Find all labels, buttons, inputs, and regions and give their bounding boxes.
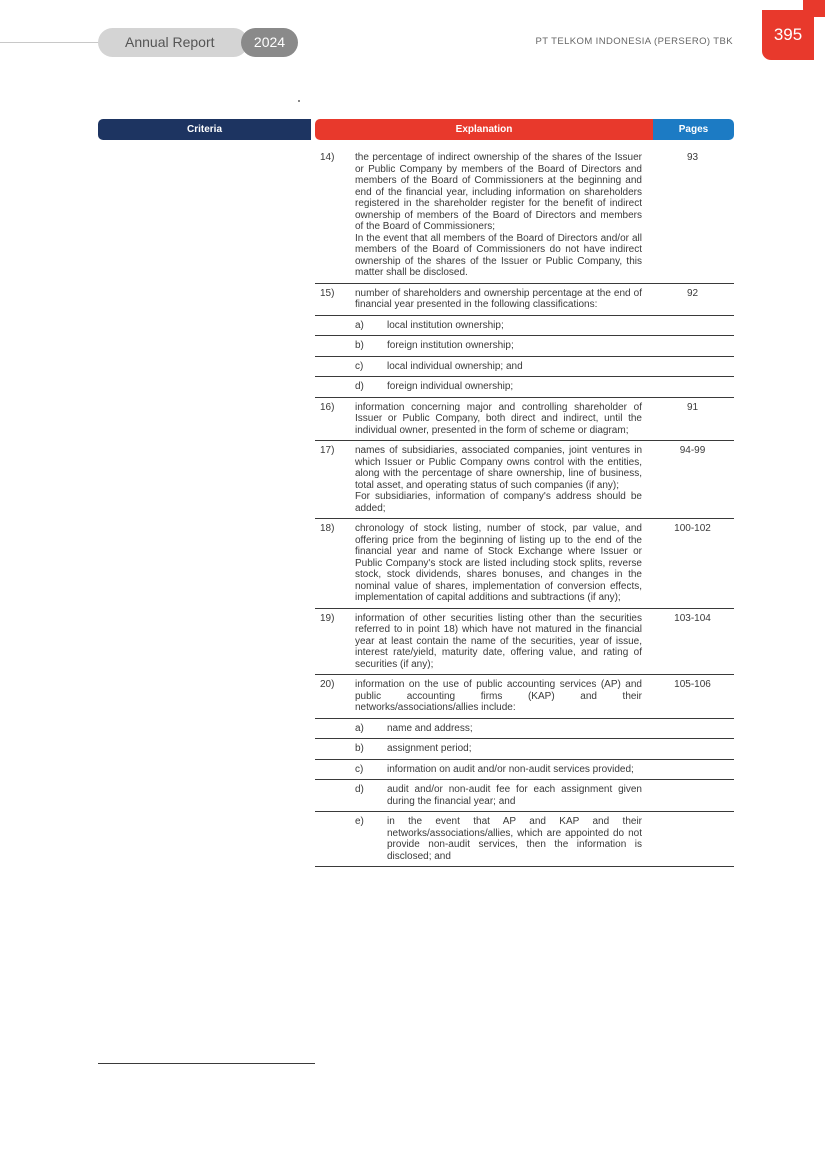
page-ref: 93 xyxy=(686,152,699,163)
item-number: 14) xyxy=(320,152,335,163)
sub-item-letter: e) xyxy=(355,816,364,827)
page-ref: 103-104 xyxy=(674,612,711,624)
sub-item-letter: a) xyxy=(355,722,364,734)
item-text: information on audit and/or non-audit services provided; xyxy=(387,763,634,775)
item-text: number of shareholders and ownership percentage at the end of financial year presented in the following classifications: xyxy=(355,287,642,310)
table-row xyxy=(315,357,734,378)
table-row xyxy=(315,316,734,337)
item-text: foreign institution ownership; xyxy=(387,340,514,351)
item-number: 19) xyxy=(320,612,335,624)
item-text: name and address; xyxy=(387,722,473,734)
item-text: assignment period; xyxy=(387,743,472,754)
item-text: in the event that AP and KAP and their networks/associations/allies, which are appointed do not provide non-audit services, then the information is disclosed; and xyxy=(387,816,642,862)
table-row xyxy=(315,780,734,812)
page-ref: 105-106 xyxy=(674,679,711,690)
sub-item-letter: b) xyxy=(355,340,364,351)
item-number: 17) xyxy=(320,445,335,456)
item-text-continued: For subsidiaries, information of company's address should be added; xyxy=(355,491,642,514)
table-row xyxy=(315,609,734,676)
item-number: 18) xyxy=(320,523,335,534)
item-number: 16) xyxy=(320,401,335,413)
table-row xyxy=(315,675,734,719)
table-row xyxy=(315,284,734,316)
page-ref: 91 xyxy=(686,401,699,413)
table-row xyxy=(315,441,734,519)
page-ref: 92 xyxy=(686,287,699,299)
table-row xyxy=(315,739,734,760)
item-text: local individual ownership; and xyxy=(387,360,523,372)
sub-item-letter: a) xyxy=(355,319,364,331)
stray-dot xyxy=(298,100,300,102)
table-row xyxy=(315,812,734,867)
item-text-continued: In the event that all members of the Board of Directors and/or all members of the Board of Commissioners do not have indirect ownership of the shares of the Issuer or Public Company, this matter shall be disclosed. xyxy=(355,232,642,278)
page-ref: 100-102 xyxy=(674,523,711,534)
sub-item-letter: d) xyxy=(355,784,364,795)
sub-item-letter: d) xyxy=(355,381,364,392)
table-row xyxy=(315,377,734,398)
year-pill: 2024 xyxy=(241,28,298,57)
item-text: foreign individual ownership; xyxy=(387,381,514,392)
item-text: the percentage of indirect ownership of the shares of the Issuer or Public Company by members of the Board of Directors and members of the Board of Commissioners at the beginning and end of the financial year, including information on shareholders registered in the shareholder register for the benefit of indirect ownership of members of the Board of Directors and members of the Board of Commissioners; xyxy=(355,152,642,232)
explanation-header: Explanation xyxy=(315,119,653,140)
criteria-header: Criteria xyxy=(98,119,311,140)
item-text: audit and/or non-audit fee for each assignment given during the financial year; and xyxy=(387,784,642,807)
table-row xyxy=(315,760,734,781)
item-number: 15) xyxy=(320,287,335,299)
explanation-table xyxy=(315,148,734,867)
table-row xyxy=(315,398,734,442)
item-text: local institution ownership; xyxy=(387,319,504,331)
company-name: PT TELKOM INDONESIA (PERSERO) TBK xyxy=(535,36,733,47)
page-ref: 94-99 xyxy=(679,445,706,456)
item-text: information concerning major and controlling shareholder of Issuer or Public Company, both direct and indirect, until the individual owner, presented in the form of scheme or diagram; xyxy=(355,401,642,436)
sub-item-letter: c) xyxy=(355,360,364,372)
table-row xyxy=(315,719,734,740)
item-text: names of subsidiaries, associated companies, joint ventures in which Issuer or Public Company owns control with the entities, along with the percentage of share ownership, line of business, total asset, and operating status of such companies (if any); xyxy=(355,445,642,491)
item-text: information of other securities listing other than the securities referred to in point 18) which have not matured in the financial year at least contain the name of the securities, year of issue, interest rate/yield, maturity date, offering value, and rating of securities (if any); xyxy=(355,612,642,670)
page-number: 395 xyxy=(762,10,814,60)
table-row xyxy=(315,148,734,284)
annual-report-pill: Annual Report xyxy=(98,28,248,57)
header-rule xyxy=(0,42,100,43)
item-text: chronology of stock listing, number of stock, par value, and offering price from the beginning of listing up to the end of the financial year and name of Stock Exchange where Issuer or Public Company's stock are listed including stock splits, reverse stock, stock dividends, shares bonuses, and changes in the nominal value of shares, implementation of conversion effects, implementation of capital additions and subtractions (if any); xyxy=(355,523,642,603)
table-row xyxy=(315,519,734,609)
item-number: 20) xyxy=(320,679,335,690)
criteria-column-rule xyxy=(98,1063,315,1064)
sub-item-letter: c) xyxy=(355,763,364,775)
item-text: information on the use of public accounting services (AP) and public accounting firms (KAP) and their networks/associations/allies include: xyxy=(355,679,642,713)
sub-item-letter: b) xyxy=(355,743,364,754)
pages-header: Pages xyxy=(653,119,734,140)
table-row xyxy=(315,336,734,357)
